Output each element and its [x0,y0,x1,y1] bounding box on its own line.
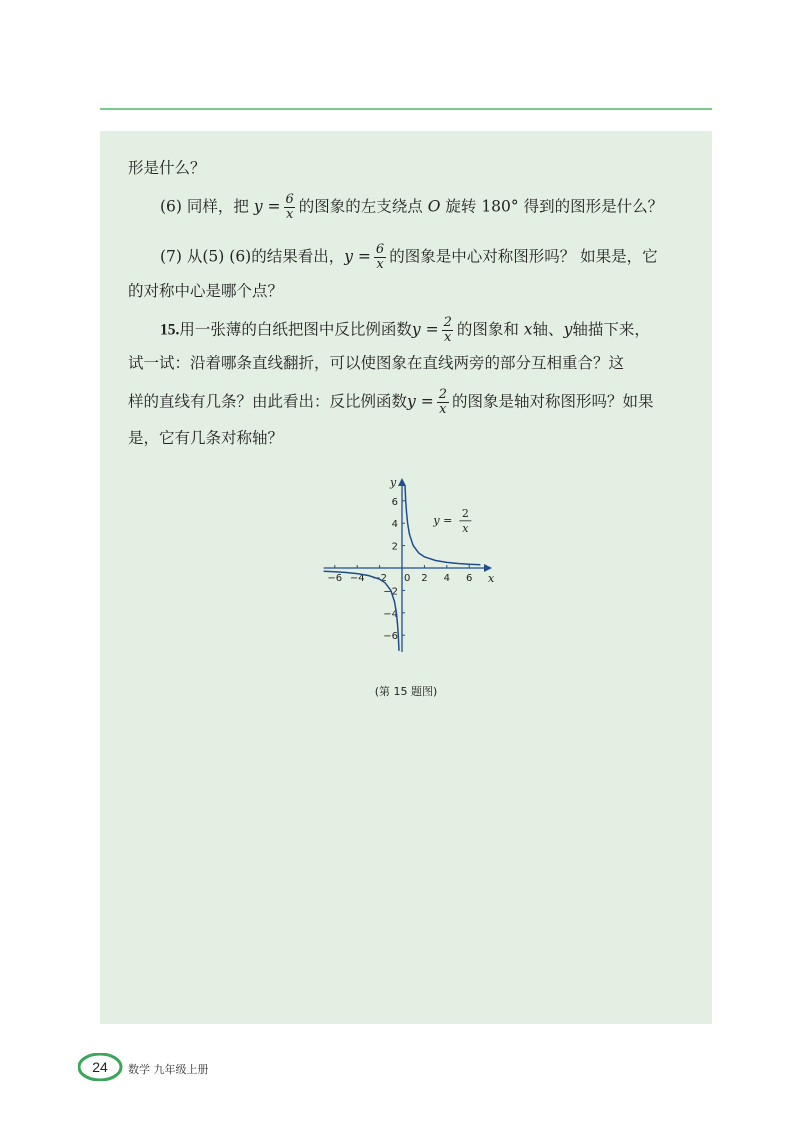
x-tick-label: −6 [327,573,343,584]
y-tick-label: 6 [391,496,398,508]
question-15-line-2: 试一试：沿着哪条直线翻折，可以使图象在直线两旁的部分互相重合？这 [128,354,625,372]
book-title: 数学 九年级上册 [128,1063,209,1076]
x-tick-label: −2 [372,573,387,584]
y-tick-label: 2 [391,541,398,553]
question-7: (7) 从(5) (6)的结果看出，y = $\frac{6}{x}$ 的图象是中心对称图形吗？ 如果是，它 [160,242,658,272]
y-tick-label: −4 [383,608,398,620]
y-axis-arrow [398,478,406,486]
x-tick-label: 6 [466,573,473,584]
function-graph [300,450,530,670]
curve-label-den: x [462,521,469,535]
y-tick-label: −6 [383,631,398,643]
origin-label: 0 [404,573,411,584]
y-tick-label: 4 [391,519,398,531]
fraction: $\frac{2}{x}$ [443,315,452,345]
figure-caption: (第 15 题图) [374,685,438,698]
x-tick-label: −4 [349,573,365,584]
y-axis-label: y [390,476,397,489]
header-rule [100,108,712,110]
x-tick-label: 4 [443,573,450,584]
question-15-line-4: 是，它有几条对称轴？ [128,429,284,447]
x-axis-label: x [488,572,495,585]
fraction: $\frac{6}{x}$ [285,192,294,222]
x-tick-label: 2 [421,573,428,584]
page-number-badge [78,1053,124,1081]
curve-label-y: y = [433,513,453,527]
curve-label-num: 2 [461,506,469,520]
question-15-line-3: 样的直线有几条？由此看出：反比例函数y = $\frac{2}{x}$ 的图象是轴对称图形吗？如果 [128,387,654,417]
page-number: 24 [92,1059,108,1075]
fraction: $\frac{6}{x}$ [375,242,385,272]
y-tick-label: −2 [383,586,398,598]
question-6: (6) 同样，把 y = $\frac{6}{x}$ 的图象的左支绕点 O 旋转 180° 得到的图形是什么？ [160,192,664,222]
fraction: $\frac{2}{x}$ [438,387,447,417]
question-15: 15.用一张薄的白纸把图中反比例函数y = $\frac{2}{x}$ 的图象和 x轴、y轴描下来， [160,315,650,345]
x-axis-arrow [484,564,492,572]
text-line-1: 形是什么？ [128,159,206,177]
question-7-line-2: 的对称中心是哪个点？ [128,282,284,300]
